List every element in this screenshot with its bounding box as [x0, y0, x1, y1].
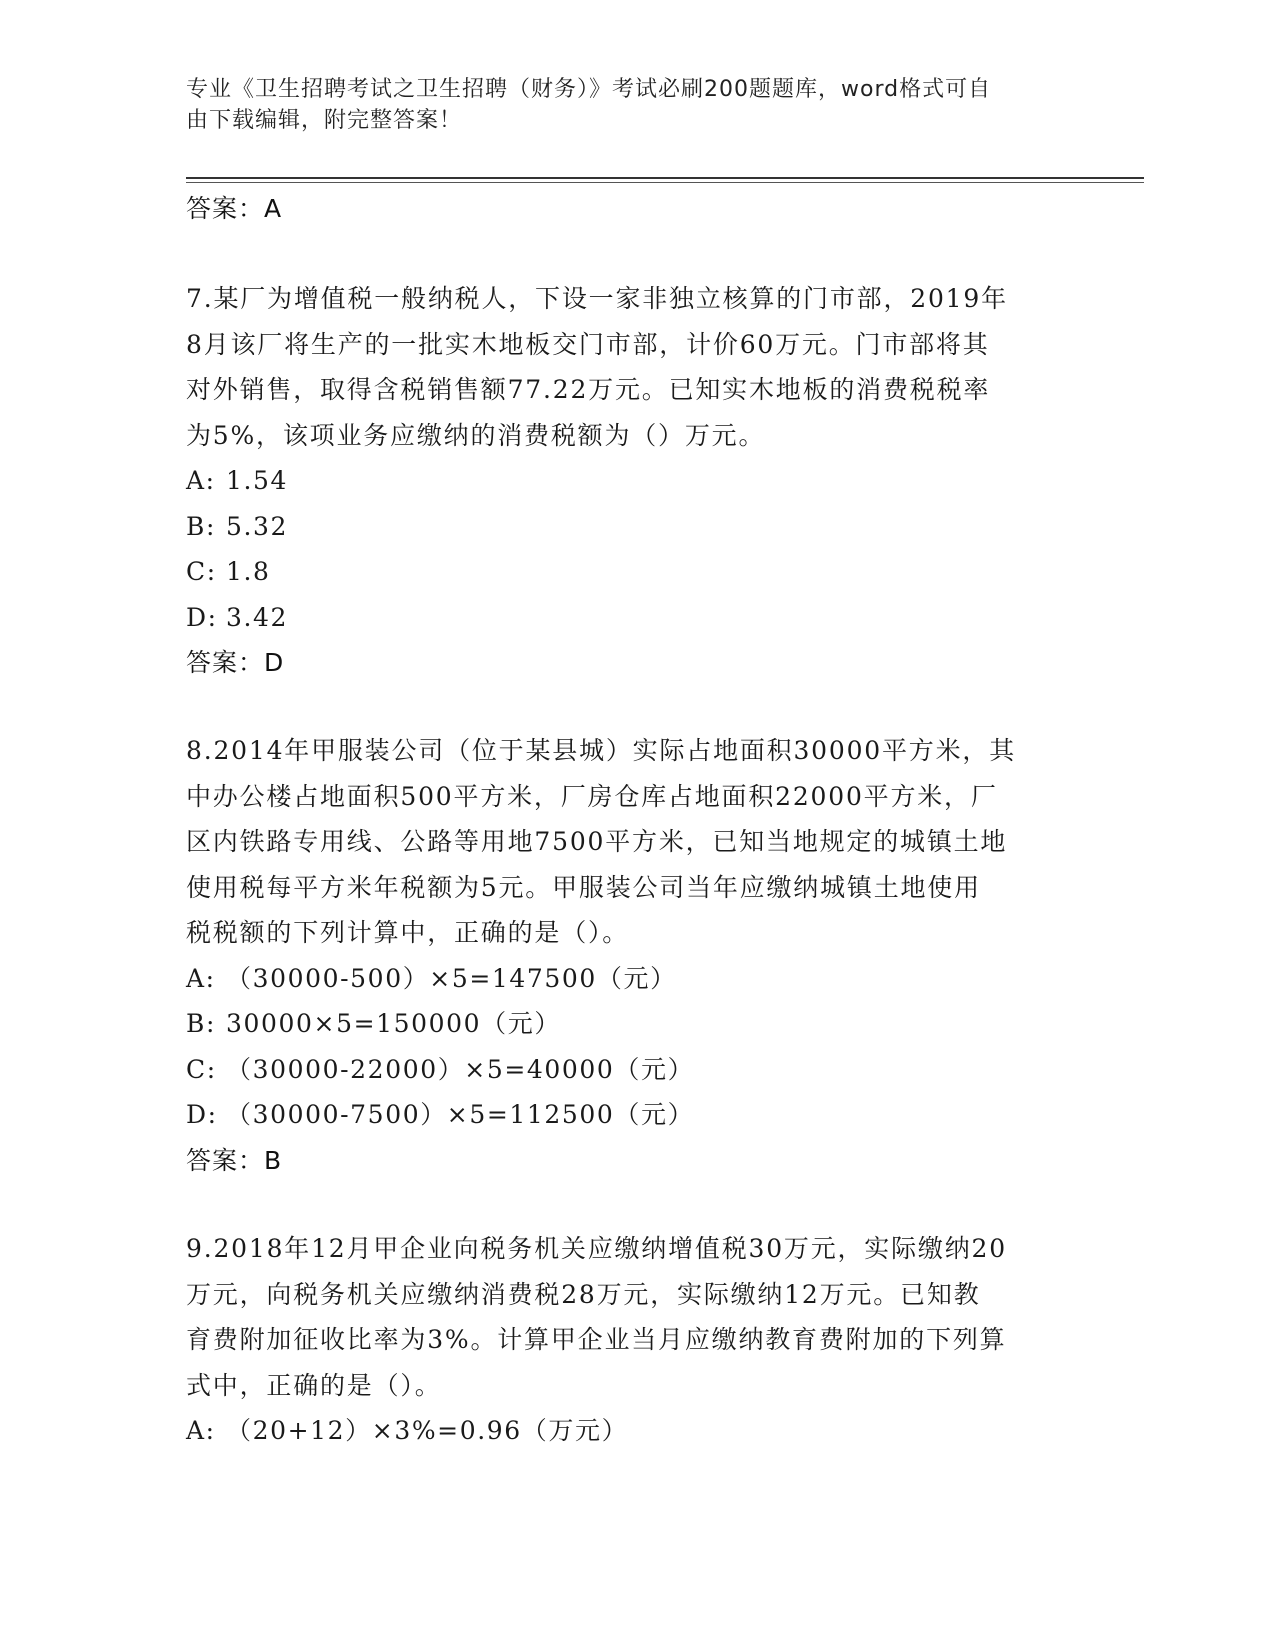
option-a	[186, 956, 1066, 1002]
question-text	[186, 728, 1066, 956]
option-letter: C:	[186, 557, 217, 586]
question-line: 式中，正确的是（）。	[186, 1370, 442, 1400]
option-a	[186, 1408, 1066, 1454]
previous-answer-block	[186, 186, 282, 232]
option-text: 5.32	[226, 511, 289, 541]
question-line: 8.2014年甲服装公司（位于某县城）实际占地面积30000平方米，其	[186, 736, 1017, 765]
question-line: 8月该厂将生产的一批实木地板交门市部，计价60万元。门市部将其	[186, 329, 990, 359]
question-9	[186, 1226, 1066, 1454]
option-text: 1.54	[226, 466, 289, 495]
option-letter: B:	[186, 1009, 216, 1038]
question-text	[186, 1226, 1066, 1408]
option-text: （30000-22000）×5=40000（元）	[226, 1054, 695, 1084]
question-text	[186, 276, 1066, 458]
question-8	[186, 728, 1066, 1184]
header-line-1: 专业《卫生招聘考试之卫生招聘（财务）》考试必刷200题题库，word格式可自	[186, 77, 992, 102]
option-d	[186, 1092, 1066, 1138]
question-line: 9.2018年12月甲企业向税务机关应缴纳增值税30万元，实际缴纳20	[186, 1234, 1007, 1263]
option-b	[186, 1001, 1066, 1047]
option-letter: C:	[186, 1054, 217, 1084]
question-line: 育费附加征收比率为3%。计算甲企业当月应缴纳教育费附加的下列算	[186, 1325, 1007, 1354]
question-line: 对外销售，取得含税销售额77.22万元。已知实木地板的消费税税率	[186, 375, 991, 404]
question-7	[186, 276, 1066, 686]
option-letter: A:	[186, 466, 216, 495]
option-text: （30000-500）×5=147500（元）	[226, 963, 677, 993]
option-c	[186, 1047, 1066, 1093]
header-line-2: 由下载编辑，附完整答案！	[186, 108, 463, 133]
header-divider-thick	[186, 177, 1144, 179]
option-c	[186, 549, 1066, 595]
answer-line: 答案：A	[186, 194, 283, 223]
option-d	[186, 595, 1066, 641]
question-line: 使用税每平方米年税额为5元。甲服装公司当年应缴纳城镇土地使用	[186, 872, 981, 902]
question-line: 为5%，该项业务应缴纳的消费税额为（）万元。	[186, 420, 766, 450]
option-text: （20+12）×3%=0.96（万元）	[226, 1416, 629, 1445]
option-a	[186, 458, 1066, 504]
option-b	[186, 504, 1066, 550]
answer-line: 答案：D	[186, 648, 285, 677]
question-line: 7.某厂为增值税一般纳税人，下设一家非独立核算的门市部，2019年	[186, 284, 1008, 313]
option-text: 1.8	[226, 557, 271, 586]
question-line: 万元，向税务机关应缴纳消费税28万元，实际缴纳12万元。已知教	[186, 1279, 981, 1309]
option-letter: A:	[186, 963, 216, 993]
header-divider-thin	[186, 182, 1144, 183]
question-line: 税税额的下列计算中，正确的是（）。	[186, 918, 630, 947]
option-letter: B:	[186, 511, 216, 541]
answer-line: 答案：B	[186, 1145, 283, 1175]
option-text: 30000×5=150000（元）	[226, 1009, 561, 1038]
option-letter: A:	[186, 1416, 216, 1445]
document-header	[186, 74, 1066, 136]
option-text: （30000-7500）×5=112500（元）	[226, 1100, 695, 1129]
question-line: 区内铁路专用线、公路等用地7500平方米，已知当地规定的城镇土地	[186, 827, 1008, 856]
option-text: 3.42	[226, 602, 289, 632]
question-line: 中办公楼占地面积500平方米，厂房仓库占地面积22000平方米，厂	[186, 781, 998, 811]
option-letter: D:	[186, 1100, 218, 1129]
option-letter: D:	[186, 602, 218, 632]
